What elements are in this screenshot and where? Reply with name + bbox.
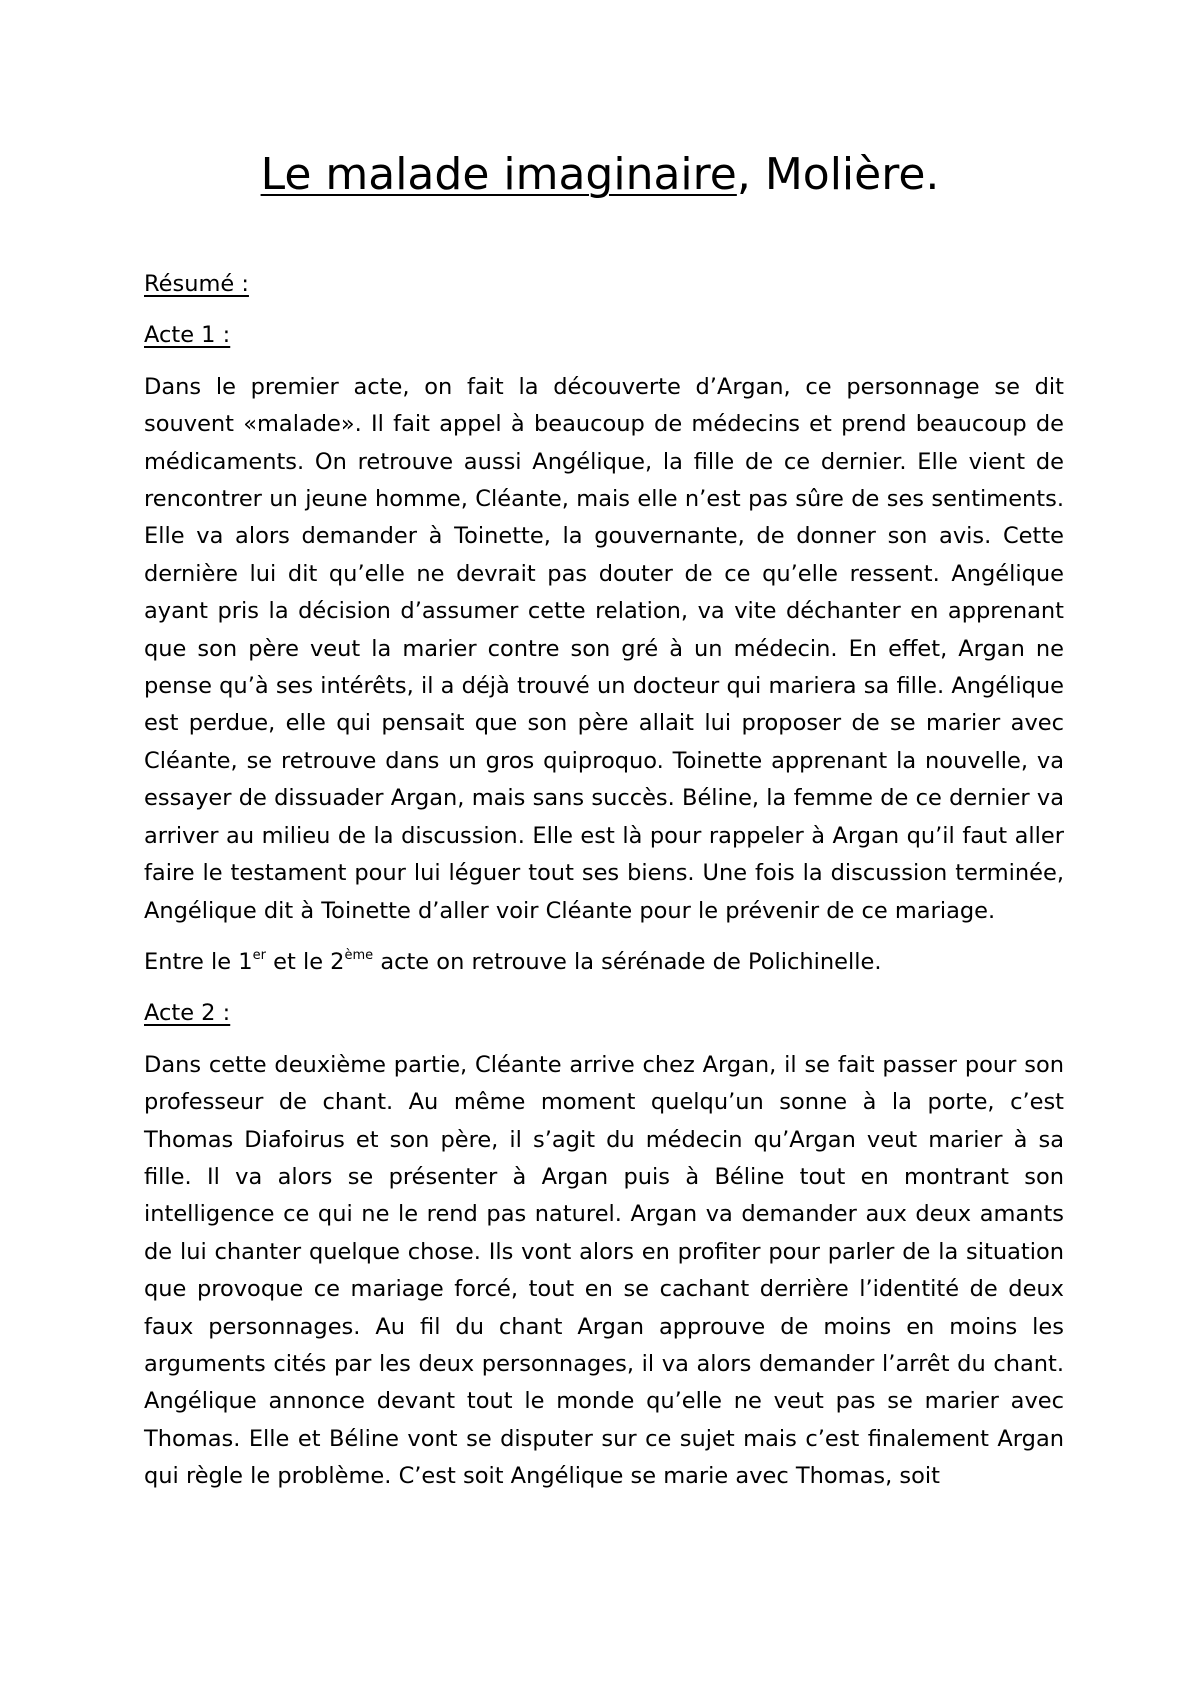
acte1-heading: Acte 1 : — [144, 322, 231, 349]
interlude-text-1: Entre le 1 — [144, 948, 253, 975]
interlude-text-3: acte on retrouve la sérénade de Polichinelle. — [373, 948, 882, 975]
document-title — [0, 145, 1200, 205]
acte1-paragraph: Dans le premier acte, on fait la découverte d’Argan, ce personnage se dit souvent «malade». Il fait appel à beaucoup de médecins et prend beaucoup de médicaments. On retrouve aussi Angélique, la fille de ce dernier. Elle vient de rencontrer un jeune homme, Cléante, mais elle n’est pas sûre de ses sentiments. Elle va alors demander à Toinette, la gouvernante, de donner son avis. Cette dernière lui dit qu’elle ne devrait pas douter de ce qu’elle ressent. Angélique ayant pris la décision d’assumer cette relation, va vite déchanter en apprenant que son père veut la marier contre son gré à un médecin. En effet, Argan ne pense qu’à ses intérêts, il a déjà trouvé un docteur qui mariera sa fille. Angélique est perdue, elle qui pensait que son père allait lui proposer de se marier avec Cléante, se retrouve dans un gros quiproquo. Toinette apprenant la nouvelle, va essayer de dissuader Argan, mais sans succès. Béline, la femme de ce dernier va arriver au milieu de la discussion. Elle est là pour rappeler à Argan qu’il faut aller faire le testament pour lui léguer tout ses biens. Une fois la discussion terminée, Angélique dit à Toinette d’aller voir Cléante pour le prévenir de ce mariage. — [144, 373, 1064, 924]
title-author: Molière. — [764, 149, 940, 200]
interlude-sup-1: er — [252, 947, 266, 963]
interlude-text-2: et le 2 — [265, 948, 345, 975]
title-separator: , — [736, 149, 765, 200]
title-work: Le malade imaginaire — [260, 149, 737, 200]
interlude-paragraph — [144, 944, 1064, 981]
acte2-heading: Acte 2 : — [144, 1000, 231, 1027]
document-body — [144, 266, 1064, 1510]
resume-heading: Résumé : — [144, 271, 249, 297]
interlude-sup-2: ème — [344, 947, 374, 963]
acte2-paragraph: Dans cette deuxième partie, Cléante arrive chez Argan, il se fait passer pour son professeur de chant. Au même moment quelqu’un sonne à la porte, c’est Thomas Diafoirus et son père, il s’agit du médecin qu’Argan veut marier à sa fille. Il va alors se présenter à Argan puis à Béline tout en montrant son intelligence ce qui ne le rend pas naturel. Argan va demander aux deux amants de lui chanter quelque chose. Ils vont alors en profiter pour parler de la situation que provoque ce mariage forcé, tout en se cachant derrière l’identité de deux faux personnages. Au fil du chant Argan approuve de moins en moins les arguments cités par les deux personnages, il va alors demander l’arrêt du chant. Angélique annonce devant tout le monde qu’elle ne veut pas se marier avec Thomas. Elle et Béline vont se disputer sur ce sujet mais c’est finalement Argan qui règle le problème. C’est soit Angélique se marie avec Thomas, soit — [144, 1051, 1064, 1490]
